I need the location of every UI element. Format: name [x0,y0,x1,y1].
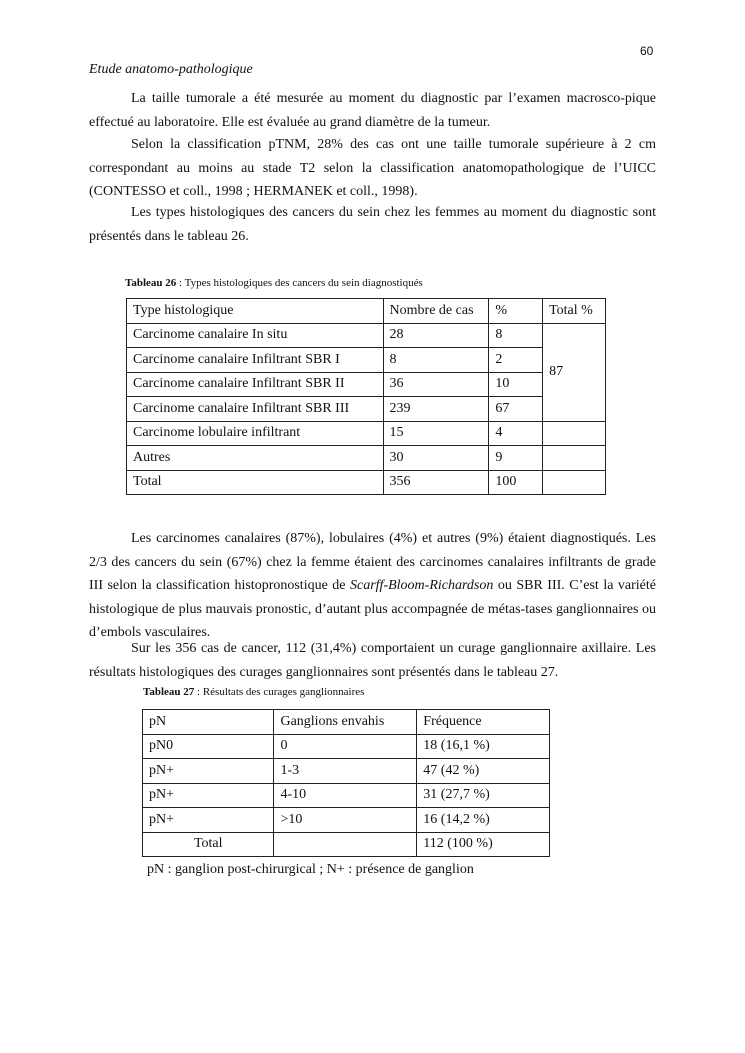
page-number: 60 [640,44,654,58]
table-cell: 28 [383,323,489,348]
table26-header-row [127,299,606,324]
table27-header-frequency: Fréquence [417,710,550,735]
table-cell: 1-3 [274,759,417,784]
paragraph-1-text: La taille tumorale a été mesurée au moment du diagnostic par l’examen macrosco-pique effectué au laboratoire. Elle est évaluée au grand diamètre de la tumeur. [89,91,656,130]
table-cell: Carcinome lobulaire infiltrant [127,421,384,446]
table-cell: pN+ [143,808,274,833]
table-cell: Carcinome canalaire In situ [127,323,384,348]
table-row [143,759,550,784]
table-cell: 4 [489,421,543,446]
table-cell: Autres [127,446,384,471]
table-cell: 15 [383,421,489,446]
table-26 [126,298,606,495]
paragraph-5-text: Sur les 356 cas de cancer, 112 (31,4%) comportaient un curage ganglionnaire axillaire. Les résultats histologiques des curages ganglionnaires sont présentés dans le tableau 27. [89,641,656,680]
table-27 [142,709,550,857]
table-cell: 0 [274,734,417,759]
table-row [143,832,550,857]
table-cell: 100 [489,470,543,495]
table-row [127,446,606,471]
table-cell: 67 [489,397,543,422]
table-row [127,397,606,422]
table-cell: >10 [274,808,417,833]
table27-note: pN : ganglion post-chirurgical ; N+ : présence de ganglion [147,862,474,877]
paragraph-3-text: Les types histologiques des cancers du sein chez les femmes au moment du diagnostic sont présentés dans le tableau 26. [89,205,656,244]
table-row [127,421,606,446]
table-cell: 239 [383,397,489,422]
paragraph-5 [89,637,656,684]
table27-caption-text: : Résultats des curages ganglionnaires [194,686,365,698]
table-cell [274,832,417,857]
paragraph-4-text-a: Les carcinomes canalaires (87%), lobulaires (4%) et autres (9%) étaient diagnostiqués. Les 2/3 des cancers du sein (67%) chez la femme étaient des carcinomes canalaires infiltrants de grade III selon la classification histopronostique de [89,531,656,593]
table-cell: Total [143,832,274,857]
paragraph-4-text-b: ou SBR III. C’est la variété histologique de plus mauvais pronostic, d’autant plus accompagnée de métas-tases ganglionnaires ou d’embols vasculaires. [89,578,656,640]
table-cell: 112 (100 %) [417,832,550,857]
table-cell: 4-10 [274,783,417,808]
table26-header-type: Type histologique [127,299,384,324]
table-cell: Carcinome canalaire Infiltrant SBR II [127,372,384,397]
paragraph-2 [89,133,656,204]
table26-caption [125,277,423,289]
table-cell: Total [127,470,384,495]
table-cell: pN0 [143,734,274,759]
table26-caption-label: Tableau 26 [125,277,177,289]
table27-header-nodes: Ganglions envahis [274,710,417,735]
table-cell: pN+ [143,759,274,784]
table-cell: pN+ [143,783,274,808]
table-cell: 356 [383,470,489,495]
paragraph-3 [89,201,656,248]
table-row [143,783,550,808]
table-row [127,323,606,348]
table-cell [543,421,606,446]
table-cell: 18 (16,1 %) [417,734,550,759]
table27-caption [143,686,364,698]
table-cell: 8 [489,323,543,348]
table-cell: Carcinome canalaire Infiltrant SBR I [127,348,384,373]
table-cell: Carcinome canalaire Infiltrant SBR III [127,397,384,422]
paragraph-4-italic: Scarff-Bloom-Richardson [350,578,494,593]
table-row [127,348,606,373]
table27-header-pn: pN [143,710,274,735]
table-cell: 2 [489,348,543,373]
table26-header-count: Nombre de cas [383,299,489,324]
table-row [143,808,550,833]
table-cell: 8 [383,348,489,373]
paragraph-2-text: Selon la classification pTNM, 28% des cas ont une taille tumorale supérieure à 2 cm correspondant au moins au stade T2 selon la classification anatomopathologique de l’UICC (CONTESSO et coll., 1998 ; HERMANEK et coll., 1998). [89,137,656,199]
table26-merged-total: 87 [543,323,606,421]
table-cell [543,470,606,495]
table-cell: 47 (42 %) [417,759,550,784]
table-cell: 31 (27,7 %) [417,783,550,808]
paragraph-4 [89,527,656,645]
table-row [127,372,606,397]
table26-header-total: Total % [543,299,606,324]
section-title: Etude anatomo-pathologique [89,62,253,77]
table-row [127,470,606,495]
table27-header-row [143,710,550,735]
table-cell: 10 [489,372,543,397]
table-cell [543,446,606,471]
table-cell: 30 [383,446,489,471]
table26-caption-text: : Types histologiques des cancers du sein diagnostiqués [176,277,423,289]
table27-caption-label: Tableau 27 [143,686,195,698]
table-row [143,734,550,759]
table-cell: 36 [383,372,489,397]
table-cell: 9 [489,446,543,471]
table-cell: 16 (14,2 %) [417,808,550,833]
table26-header-percent: % [489,299,543,324]
paragraph-1 [89,87,656,134]
